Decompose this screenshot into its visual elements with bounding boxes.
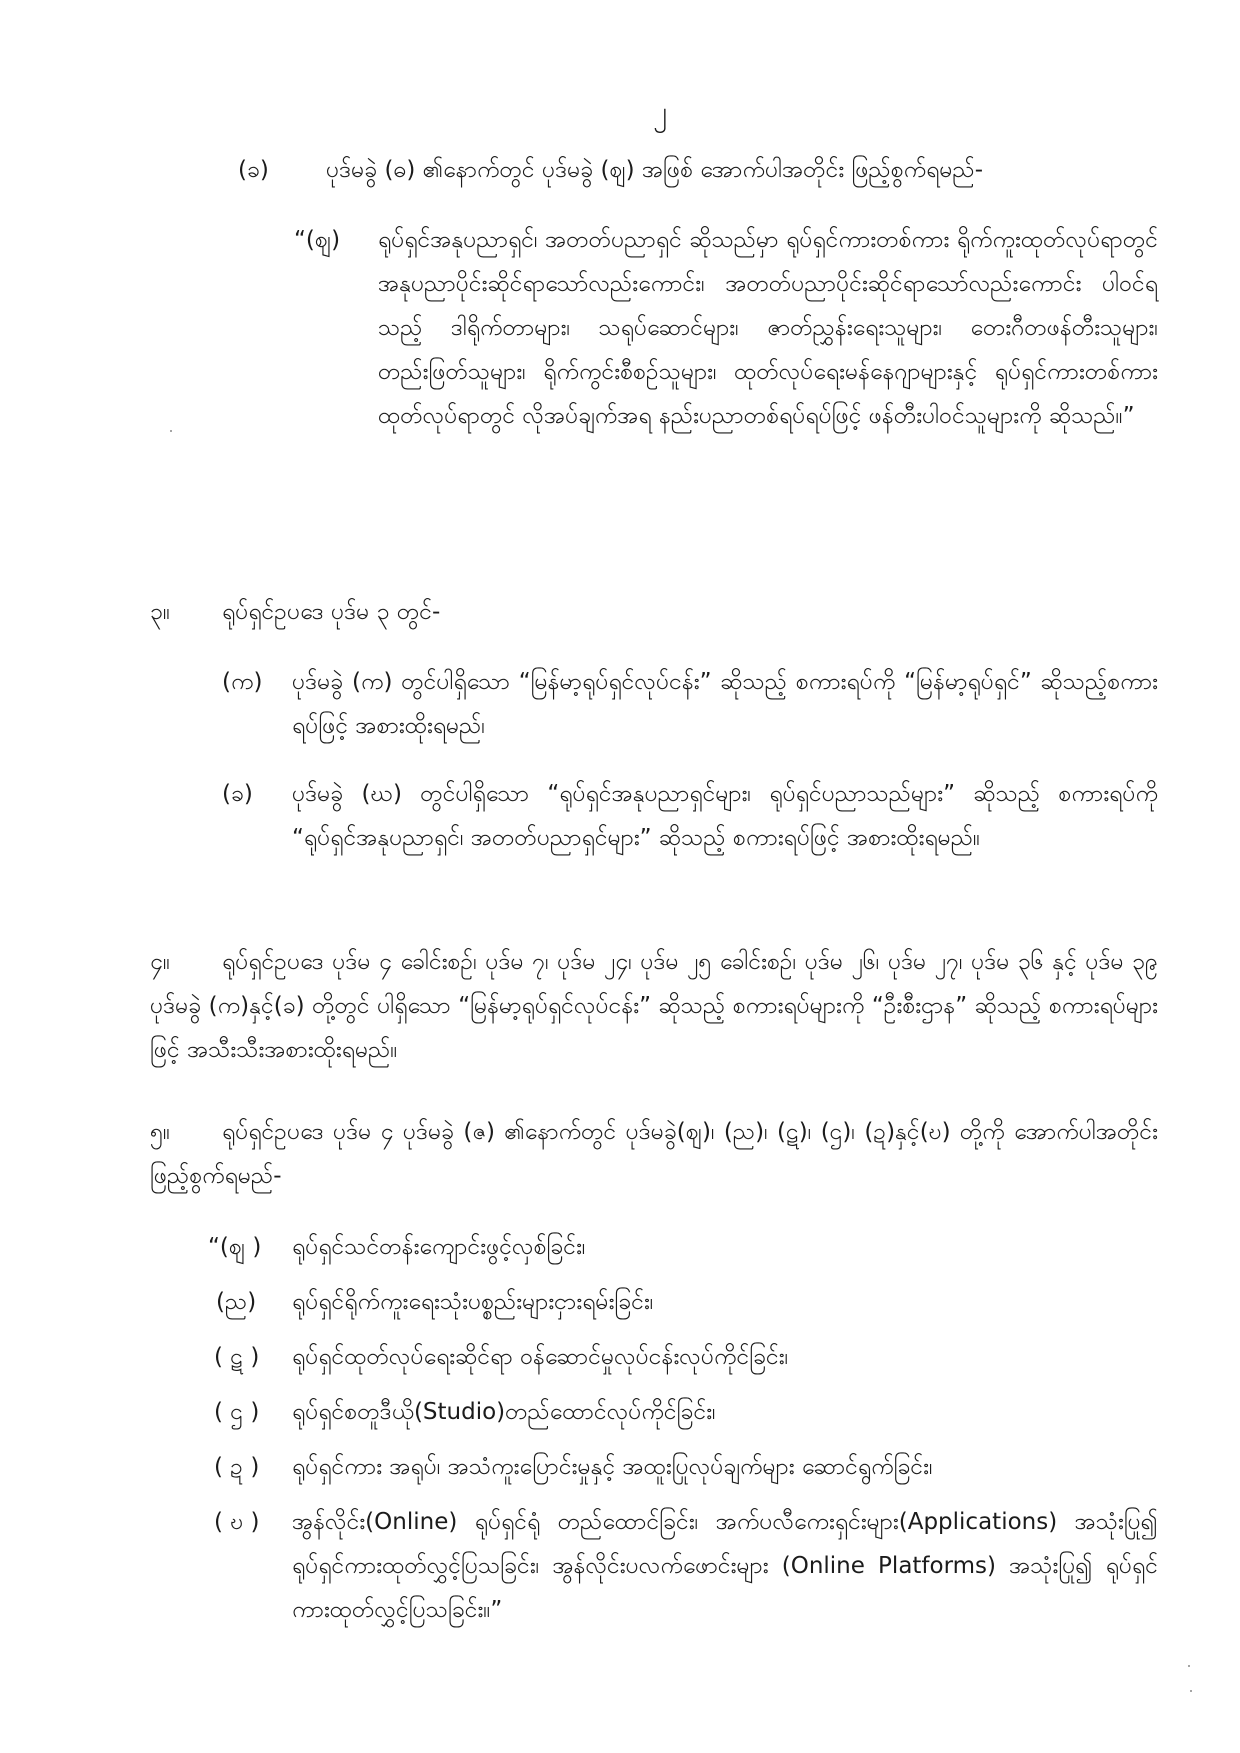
section-number: ၃။ (150, 599, 170, 625)
item-label: ( ဋ ) (214, 1344, 260, 1370)
item-text: အွန်လိုင်း(Online) ရုပ်ရှင်ရုံ တည်ထောင်ခြင်း၊ အက်ပလီကေးရှင်းများ(Applications) အသုံးပြု၍ ရုပ်ရှင်ကားထုတ်လွှင့်ပြသခြင်း၊ အွန်လိုင်းပလက်ဖောင်းများ (Online Platforms) အသုံးပြု၍ ရုပ်ရှင်ကားထုတ်လွှင့်ပြသခြင်း။” (292, 1509, 1158, 1623)
item-text: ရုပ်ရှင်ရိုက်ကူးရေးသုံးပစ္စည်းများငှားရမ်းခြင်း၊ (292, 1289, 654, 1315)
scan-speck (170, 430, 172, 432)
item-label: ( ဍ ) (214, 1454, 260, 1480)
item-label: (ခ) (222, 781, 253, 807)
subsection-text: ပုဒ်မခွဲ (ဓ) ၏နောက်တွင် ပုဒ်မခွဲ (ဈ) အဖြစ် အောက်ပါအတိုင်း ဖြည့်စွက်ရမည်- (326, 157, 984, 183)
section-paragraph: ရုပ်ရှင်ဥပဒေ ပုဒ်မ ၄ ပုဒ်မခွဲ (ဇ) ၏နောက်တွင် ပုဒ်မခွဲ(ဈ)၊ (ည)၊ (ဋ)၊ (ဌ)၊ (ဍ)နှင့်(ဎ) တို့ကို အောက်ပါအတိုင်း ဖြည့်စွက်ရမည်- (150, 1119, 1158, 1189)
item-label: “(ဈ ) (208, 1234, 262, 1260)
section-number: ၄။ (150, 949, 170, 975)
section-paragraph: ရုပ်ရှင်ဥပဒေ ပုဒ်မ ၄ ခေါင်းစဉ်၊ ပုဒ်မ ၇၊ ပုဒ်မ ၂၄၊ ပုဒ်မ ၂၅ ခေါင်းစဉ်၊ ပုဒ်မ ၂၆၊ ပုဒ်မ ၂၇၊ ပုဒ်မ ၃၆ နှင့် ပုဒ်မ ၃၉ ပုဒ်မခွဲ (က)နှင့်(ခ) တို့တွင် ပါရှိသော “မြန်မာ့ရုပ်ရှင်လုပ်ငန်း” ဆိုသည့် စကားရပ်များကို “ဦးစီးဌာန” ဆိုသည့် စကားရပ်များဖြင့် အသီးသီးအစားထိုးရမည်။ (150, 949, 1158, 1063)
item-text: ရုပ်ရှင်ကား အရုပ်၊ အသံကူးပြောင်းမှုနှင့် အထူးပြုလုပ်ချက်များ ဆောင်ရွက်ခြင်း၊ (292, 1454, 933, 1480)
item-text: ပုဒ်မခွဲ (က) တွင်ပါရှိသော “မြန်မာ့ရုပ်ရှင်လုပ်ငန်း” ဆိုသည့် စကားရပ်ကို “မြန်မာ့ရုပ်ရှင်” ဆိုသည့်စကားရပ်ဖြင့် အစားထိုးရမည်၊ (292, 669, 1158, 739)
item-text: ရုပ်ရှင်စတူဒီယို(Studio)တည်ထောင်လုပ်ကိုင်ခြင်း၊ (292, 1399, 716, 1425)
section-intro: ရုပ်ရှင်ဥပဒေ ပုဒ်မ ၃ တွင်- (222, 599, 441, 625)
scan-speck (1190, 1690, 1192, 1692)
item-text: ရုပ်ရှင်ထုတ်လုပ်ရေးဆိုင်ရာ ဝန်ဆောင်မှုလုပ်ငန်းလုပ်ကိုင်ခြင်း၊ (292, 1344, 789, 1370)
page-number: ၂ (653, 95, 667, 128)
item-label: ( ဌ ) (214, 1399, 260, 1425)
item-text: ရုပ်ရှင်သင်တန်းကျောင်းဖွင့်လှစ်ခြင်း၊ (292, 1234, 586, 1260)
item-label: (ည) (216, 1289, 257, 1315)
definition-paragraph: ရုပ်ရှင်အနုပညာရှင်၊ အတတ်ပညာရှင် ဆိုသည်မှာ ရုပ်ရှင်ကားတစ်ကား ရိုက်ကူးထုတ်လုပ်ရာတွင် အနုပညာပိုင်းဆိုင်ရာသော်လည်းကောင်း၊ အတတ်ပညာပိုင်းဆိုင်ရာသော်လည်းကောင်း ပါဝင်ရသည့် ဒါရိုက်တာများ၊ သရုပ်ဆောင်များ၊ ဇာတ်ညွှန်းရေးသူများ၊ တေးဂီတဖန်တီးသူများ၊ တည်းဖြတ်သူများ၊ ရိုက်ကွင်းစီစဉ်သူများ၊ ထုတ်လုပ်ရေးမန်နေဂျာများနှင့် ရုပ်ရှင်ကားတစ်ကား ထုတ်လုပ်ရာတွင် လိုအပ်ချက်အရ နည်းပညာတစ်ရပ်ရပ်ဖြင့် ဖန်တီးပါဝင်သူများကို ဆိုသည်။” (378, 227, 1158, 429)
subsection-label: (ခ) (238, 157, 269, 183)
quote-label: “(ဈ) (294, 227, 341, 253)
section-number: ၅။ (150, 1119, 170, 1145)
item-label: ( ဎ ) (214, 1509, 260, 1535)
item-text: ပုဒ်မခွဲ (ဃ) တွင်ပါရှိသော “ရုပ်ရှင်အနုပညာရှင်များ၊ ရုပ်ရှင်ပညာသည်များ” ဆိုသည့် စကားရပ်ကို “ရုပ်ရှင်အနုပညာရှင်၊ အတတ်ပညာရှင်များ” ဆိုသည့် စကားရပ်ဖြင့် အစားထိုးရမည်။ (292, 781, 1158, 851)
scan-speck (1188, 1665, 1190, 1667)
item-label: (က) (222, 669, 263, 695)
